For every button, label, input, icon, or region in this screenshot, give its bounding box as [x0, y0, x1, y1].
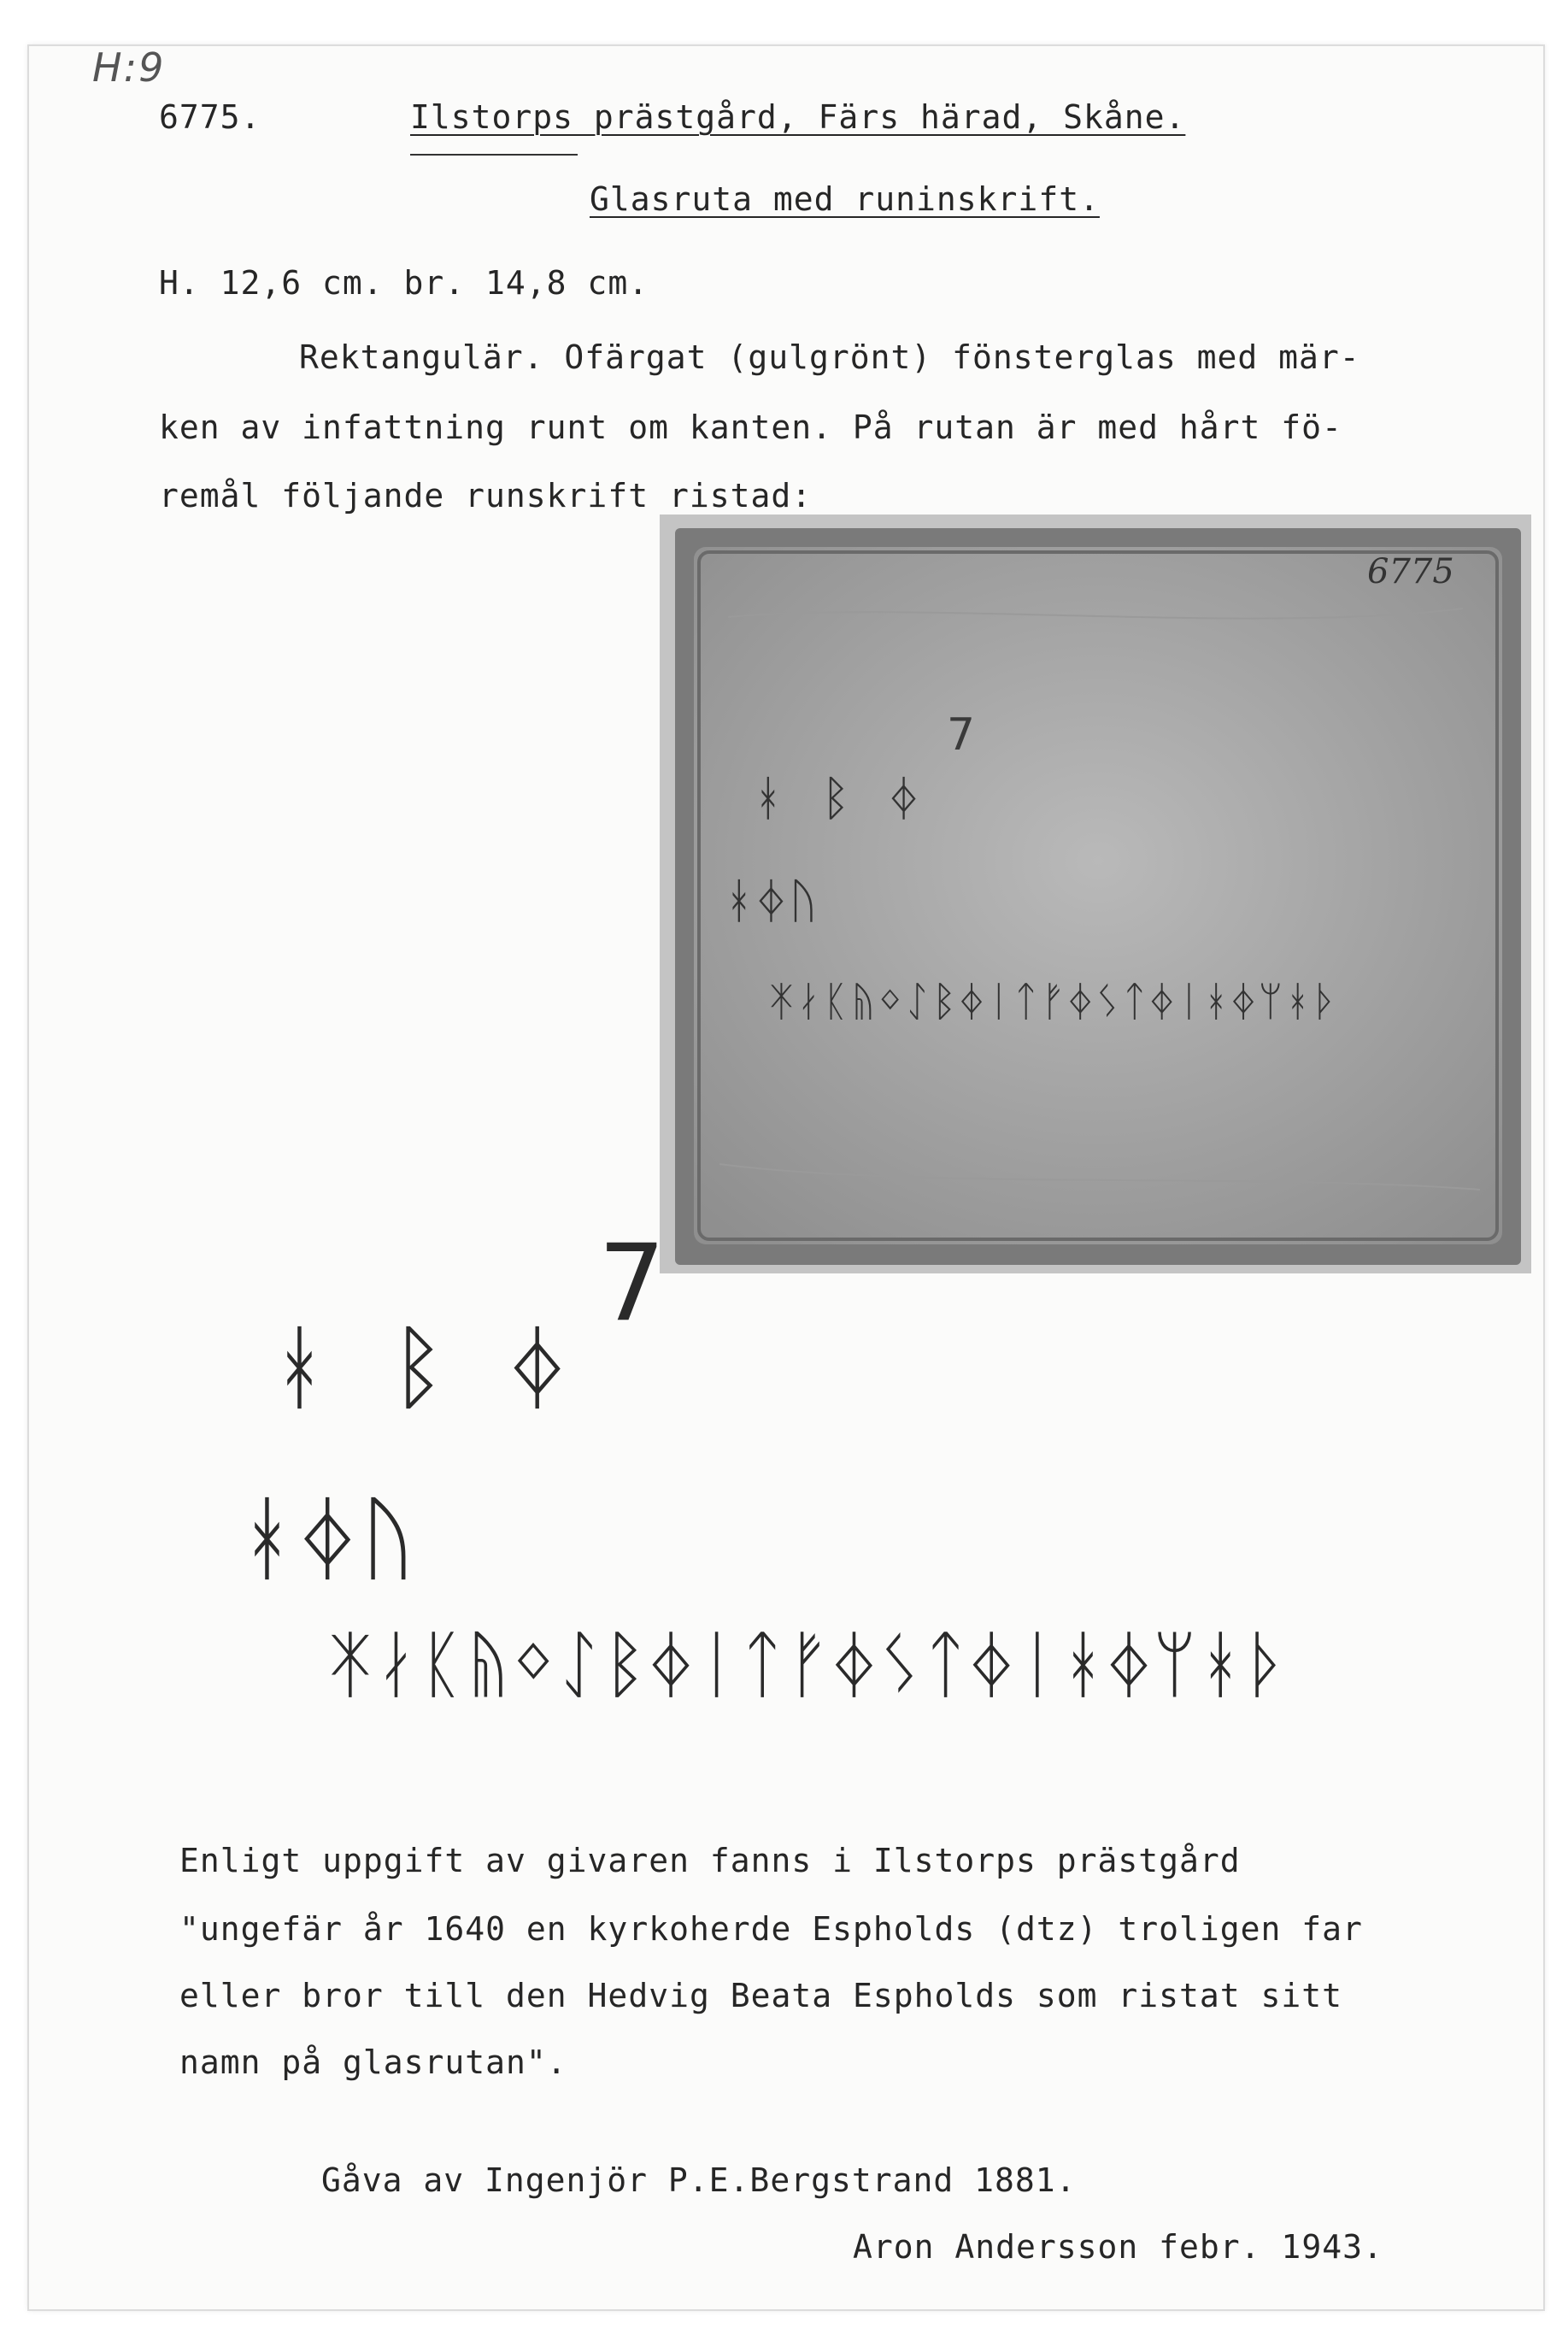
rune-line-1: ᚼ ᛒ ᛄ: [272, 1314, 583, 1421]
provenance-line: namn på glasrutan".: [179, 2043, 567, 2081]
object-heading: Glasruta med runinskrift.: [590, 180, 1100, 218]
rune-line-2: ᚼᛄᚢ: [239, 1485, 421, 1592]
glass-pane-photo: [660, 514, 1531, 1273]
photo-rune-line-2: ᚼᛄᚢ: [725, 873, 821, 929]
divider-rule: [410, 154, 578, 156]
inventory-mark: 6775: [1367, 552, 1454, 591]
signature-line: Aron Andersson febr. 1943.: [853, 2228, 1383, 2266]
description-line: ken av infattning runt om kanten. På rutan är med hårt fö-: [159, 409, 1342, 446]
corner-note: H:9: [92, 44, 166, 91]
gift-line: Gåva av Ingenjör P.E.Bergstrand 1881.: [321, 2161, 1077, 2199]
provenance-line: "ungefär år 1640 en kyrkoherde Espholds (dtz) troligen far: [179, 1910, 1363, 1948]
rune-mark: 7: [598, 1222, 666, 1345]
provenance-line: Enligt uppgift av givaren fanns i Ilstorps prästgård: [179, 1842, 1241, 1879]
rune-line-3: ᛡᛅᛕᚥᛜᛇᛒᛄᛁᛏᚠᛄᛊᛏᛄᛁᚼᛄᛘᚼᚦ: [328, 1622, 1290, 1708]
photo-rune-line-1: ᚼ ᛒ ᛄ: [754, 771, 931, 826]
location-heading: Ilstorps prästgård, Färs härad, Skåne.: [410, 98, 1186, 136]
provenance-line: eller bror till den Hedvig Beata Espholds som ristat sitt: [179, 1977, 1343, 2014]
photo-rune-line-3: ᛡᛅᛕᚥᛜᛇᛒᛄᛁᛏᚠᛄᛊᛏᛄᛁᚼᛄᛘᚼᚦ: [769, 978, 1340, 1026]
description-line: Rektangulär. Ofärgat (gulgrönt) fönsterglas med mär-: [299, 338, 1360, 376]
dimensions: H. 12,6 cm. br. 14,8 cm.: [159, 264, 649, 302]
photo-rune-mark: 7: [947, 709, 976, 761]
catalog-number: 6775.: [159, 98, 261, 136]
description-line: remål följande runskrift ristad:: [159, 477, 813, 514]
